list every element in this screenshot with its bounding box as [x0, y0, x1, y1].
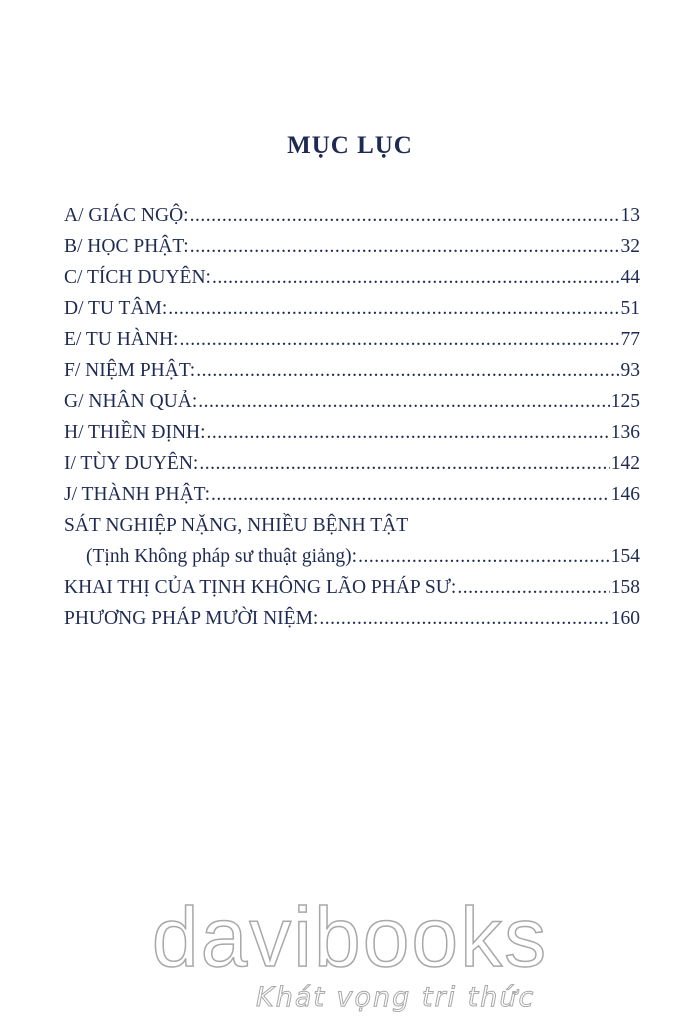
toc-entry-page: 136 [610, 422, 640, 443]
toc-special-heading [64, 510, 640, 541]
toc-entry-page: 32 [620, 236, 640, 257]
toc-entry-label: I/ TÙY DUYÊN: [64, 453, 199, 474]
toc-entry-phuong-phap [64, 603, 640, 634]
toc-entry-page: 93 [620, 360, 640, 381]
toc-entry-g [64, 386, 640, 417]
toc-leader-dots [196, 355, 619, 386]
toc-leader-dots [211, 479, 610, 510]
table-of-contents [64, 200, 640, 634]
toc-leader-dots [457, 572, 609, 603]
toc-entry-e [64, 324, 640, 355]
toc-entry-page: 44 [620, 267, 640, 288]
toc-entry-page: 77 [620, 329, 640, 350]
toc-entry-label: C/ TÍCH DUYÊN: [64, 267, 211, 288]
page-title: MỤC LỤC [287, 132, 413, 159]
toc-leader-dots [190, 200, 620, 231]
toc-entry-a [64, 200, 640, 231]
toc-special-entry [64, 541, 640, 572]
toc-leader-dots [168, 293, 619, 324]
toc-entry-i [64, 448, 640, 479]
toc-entry-page: 51 [620, 298, 640, 319]
toc-entry-b [64, 231, 640, 262]
toc-leader-dots [198, 386, 610, 417]
toc-leader-dots [199, 448, 609, 479]
toc-entry-label: A/ GIÁC NGỘ: [64, 205, 189, 226]
toc-entry-page: 158 [610, 577, 640, 598]
watermark-tagline: Khát vọng tri thức [256, 982, 536, 1013]
toc-entry-label: F/ NIỆM PHẬT: [64, 360, 196, 381]
toc-entry-c [64, 262, 640, 293]
toc-entry-j [64, 479, 640, 510]
toc-entry-khai-thi [64, 572, 640, 603]
toc-entry-h [64, 417, 640, 448]
toc-entry-page: 146 [610, 484, 640, 505]
toc-entry-label: B/ HỌC PHẬT: [64, 236, 189, 257]
toc-leader-dots [179, 324, 619, 355]
toc-entry-label: J/ THÀNH PHẬT: [64, 484, 211, 505]
toc-entry-page: 154 [610, 546, 640, 567]
watermark-brand: davibooks [151, 890, 549, 984]
toc-entry-label: KHAI THỊ CỦA TỊNH KHÔNG LÃO PHÁP SƯ: [64, 577, 457, 598]
toc-entry-label: PHƯƠNG PHÁP MƯỜI NIỆM: [64, 608, 319, 629]
toc-entry-label: E/ TU HÀNH: [64, 329, 179, 350]
toc-entry-page: 160 [610, 608, 640, 629]
toc-entry-page: 125 [610, 391, 640, 412]
toc-entry-d [64, 293, 640, 324]
toc-entry-page: 142 [610, 453, 640, 474]
toc-entry-page: 13 [620, 205, 640, 226]
toc-entry-label: (Tịnh Không pháp sư thuật giảng): [86, 546, 358, 567]
toc-leader-dots [212, 262, 620, 293]
toc-entry-label: H/ THIỀN ĐỊNH: [64, 422, 206, 443]
toc-entry-label: D/ TU TÂM: [64, 298, 168, 319]
toc-leader-dots [319, 603, 609, 634]
toc-entry-label: SÁT NGHIỆP NẶNG, NHIỀU BỆNH TẬT [64, 515, 409, 536]
toc-leader-dots [190, 231, 620, 262]
toc-entry-f [64, 355, 640, 386]
toc-entry-label: G/ NHÂN QUẢ: [64, 391, 198, 412]
toc-leader-dots [207, 417, 610, 448]
toc-leader-dots [358, 541, 610, 572]
